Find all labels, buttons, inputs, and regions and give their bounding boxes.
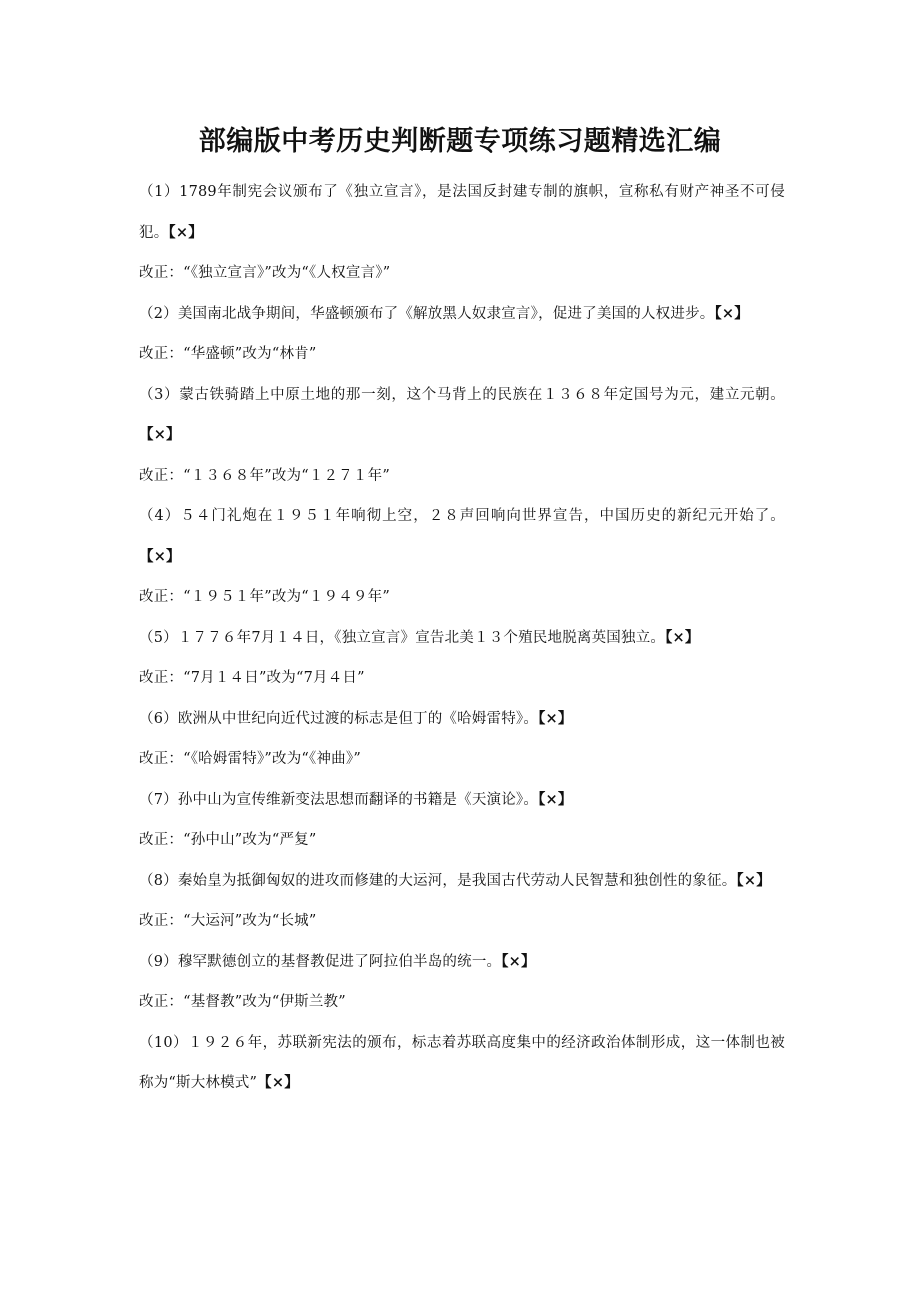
answer-mark: 【×】 (538, 790, 573, 808)
question-text: （10）１９２６年，苏联新宪法的颁布，标志着苏联高度集中的经济政治体制形成，这一体制也被称为“斯大林模式” (139, 1034, 785, 1091)
question-10 (139, 1023, 785, 1104)
question-1 (139, 172, 785, 253)
question-3 (139, 375, 785, 456)
correction-8: 改正：“大运河”改为“长城” (139, 913, 317, 929)
correction-6: 改正：“《哈姆雷特》”改为“《神曲》” (139, 751, 361, 767)
question-4 (139, 496, 785, 577)
answer-mark: 【×】 (139, 547, 181, 565)
question-text: （4）５４门礼炮在１９５１年响彻上空，２８声回响向世界宣告，中国历史的新纪元开始了。 (139, 508, 785, 524)
question-text: （7）孙中山为宣传维新变法思想而翻译的书籍是《天演论》。 (139, 791, 539, 808)
question-text: （9）穆罕默德创立的基督教促进了阿拉伯半岛的统一。 (139, 953, 502, 970)
correction-5: 改正：“7月１４日”改为“7月４日” (139, 670, 365, 686)
question-5 (139, 618, 785, 659)
question-text: （5）１７７６年7月１４日，《独立宣言》宣告北美１３个殖民地脱离英国独立。 (139, 629, 666, 646)
question-list (139, 172, 785, 1104)
answer-mark: 【×】 (714, 304, 749, 322)
correction-1: 改正：“《独立宣言》”改为“《人权宣言》” (139, 265, 391, 281)
answer-mark: 【×】 (538, 709, 573, 727)
question-2 (139, 294, 785, 335)
answer-mark: 【×】 (736, 871, 771, 889)
answer-mark: 【×】 (168, 223, 203, 241)
question-text: （3）蒙古铁骑踏上中原土地的那一刻，这个马背上的民族在１３６８年定国号为元，建立元朝。 (139, 386, 785, 403)
answer-mark: 【×】 (665, 628, 700, 646)
question-text: （8）秦始皇为抵御匈奴的进攻而修建的大运河，是我国古代劳动人民智慧和独创性的象征。 (139, 872, 737, 889)
question-7 (139, 780, 785, 821)
question-8 (139, 861, 785, 902)
answer-mark: 【×】 (139, 426, 181, 443)
correction-4: 改正：“１９５１年”改为“１９４９年” (139, 589, 390, 605)
answer-mark: 【×】 (257, 1074, 299, 1091)
question-6 (139, 699, 785, 740)
question-text: （6）欧洲从中世纪向近代过渡的标志是但丁的《哈姆雷特》。 (139, 710, 539, 727)
correction-2: 改正：“华盛顿”改为“林肯” (139, 346, 317, 362)
document-title: 部编版中考历史判断题专项练习题精选汇编 (198, 126, 722, 157)
question-9 (139, 942, 785, 983)
answer-mark: 【×】 (501, 952, 536, 970)
correction-3: 改正：“１３６８年”改为“１２７１年” (139, 467, 390, 484)
question-text: （2）美国南北战争期间，华盛顿颁布了《解放黑人奴隶宣言》，促进了美国的人权进步。 (139, 305, 715, 322)
correction-7: 改正：“孙中山”改为“严复” (139, 832, 317, 848)
question-text: （1）1789年制宪会议颁布了《独立宣言》，是法国反封建专制的旗帜，宣称私有财产神圣不可侵犯。 (139, 184, 785, 241)
correction-9: 改正：“基督教”改为“伊斯兰教” (139, 994, 346, 1010)
